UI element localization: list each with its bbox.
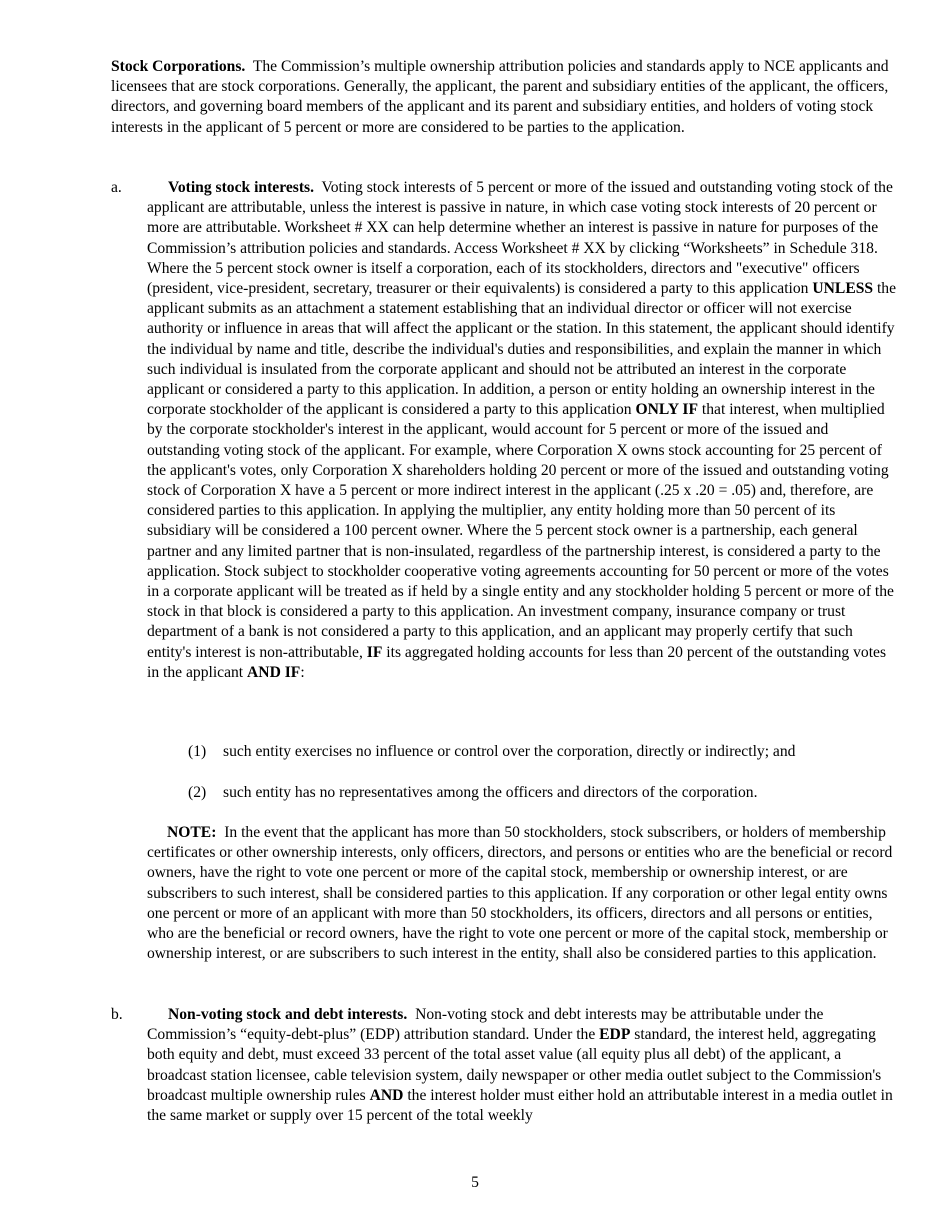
page-number: 5 bbox=[471, 1174, 479, 1191]
section-b-bold-2: AND bbox=[369, 1086, 404, 1104]
intro-paragraph bbox=[111, 57, 895, 138]
section-a-marker: a. bbox=[111, 179, 122, 196]
section-b-text-3: the interest holder must either hold an attributable interest in a media outlet in the same market or supply over 15 percent of the total weekly bbox=[147, 1086, 893, 1125]
section-a-body bbox=[147, 178, 901, 683]
section-a-bold-4: AND IF bbox=[247, 663, 301, 681]
section-b-bold-1: EDP bbox=[599, 1026, 631, 1044]
section-b-text-1: Non-voting stock and debt interests may be attributable under the Commission’s “equity-debt-plus” (EDP) attribution standard. Under the bbox=[147, 1006, 824, 1044]
section-a-text-1: Voting stock interests of 5 percent or more of the issued and outstanding voting stock of the applicant are attributable, unless the interest is passive in nature, in which case voting stock interests of 20 percent or more are attributable. Worksheet # XX can help determine whether an interest is passive in nature for purposes of the Commission’s attribution policies and standards. Access Worksheet # XX by clicking “Worksheets” in Schedule 318. Where the 5 percent stock owner is itself a corporation, each of its stockholders, directors and "executive" officers (president, vice-president, secretary, treasurer or their equivalents) is considered a party to this application bbox=[147, 179, 893, 298]
sub-item-2-text: such entity has no representatives among the officers and directors of the corporation. bbox=[223, 784, 758, 801]
note-label: NOTE: bbox=[167, 824, 217, 841]
sub-item-2-number: (2) bbox=[188, 784, 207, 801]
section-a-text-2: the applicant submits as an attachment a statement establishing that an individual director or officer will not exercise authority or influence in areas that will affect the applicant or the station. In this statement, the applicant should identify the individual by name and title, describe the individual's duties and responsibilities, and explain the manner in which such individual is insulated from the corporate applicant and should not be attributed an interest in the corporate applicant or considered a party to this application. In addition, a person or entity holding an ownership interest in the corporate stockholder of the applicant is considered a party to this application bbox=[147, 280, 897, 419]
section-a bbox=[111, 178, 901, 683]
section-a-bold-3: IF bbox=[366, 643, 383, 661]
note-paragraph bbox=[147, 823, 897, 964]
sub-item-2 bbox=[188, 783, 888, 803]
intro-text: The Commission’s multiple ownership attribution policies and standards apply to NCE applicants and licensees that are stock corporations. Generally, the applicant, the parent and subsidiary entities of the applicant, the officers, directors, and governing board members of the applicant and its parent and subsidiary entities, and holders of voting stock interests in the applicant of 5 percent or more are considered to be parties to the application. bbox=[111, 58, 889, 136]
sub-item-1-number: (1) bbox=[188, 743, 207, 760]
section-b-body bbox=[147, 1005, 901, 1126]
section-a-bold-1: UNLESS bbox=[812, 280, 874, 298]
section-a-heading: Voting stock interests. bbox=[168, 179, 314, 196]
section-b-heading: Non-voting stock and debt interests. bbox=[168, 1006, 408, 1023]
section-b-text-2: standard, the interest held, aggregating both equity and debt, must exceed 33 percent of the total asset value (all equity plus all debt) of the applicant, a broadcast station licensee, cable television system, daily newspaper or other media outlet subject to the Commission's broadcast multiple ownership rules bbox=[147, 1026, 882, 1104]
section-a-text-4: its aggregated holding accounts for less than 20 percent of the outstanding votes in the applicant bbox=[147, 643, 887, 681]
note-text: In the event that the applicant has more than 50 stockholders, stock subscribers, or holders of membership certificates or other ownership interests, only officers, directors, and persons or entities who are the beneficial or record owners, have the right to vote one percent or more of the capital stock, membership or ownership interest, or are subscribers to such interest, shall be considered parties to this application. If any corporation or other legal entity owns one percent or more of an applicant with more than 50 stockholders, its officers, directors and all persons or entities, who are the beneficial or record owners, have the right to vote one percent or more of the capital stock, membership or ownership interest, or are subscribers to such interest in the entity, shall also be considered parties to this application. bbox=[147, 824, 893, 963]
section-b-marker: b. bbox=[111, 1006, 123, 1023]
section-a-bold-2: ONLY IF bbox=[635, 401, 699, 419]
section-b bbox=[111, 1005, 901, 1126]
section-a-text-3: that interest, when multiplied by the corporate stockholder's interest in the applicant, would account for 5 percent or more of the issued and outstanding voting stock of the applicant. For example, where Corporation X owns stock accounting for 25 percent of the applicant's votes, only Corporation X shareholders holding 20 percent or more of the issued and outstanding voting stock of Corporation X have a 5 percent or more indirect interest in the applicant (.25 x .20 = .05) and, therefore, are considered parties to this application. In applying the multiplier, any entity holding more than 50 percent of its subsidiary will be considered a 100 percent owner. Where the 5 percent stock owner is a partnership, each general partner and any limited partner that is non-insulated, regardless of the partnership interest, is considered a party to the application. Stock subject to stockholder cooperative voting agreements accounting for 50 percent or more of the votes in a corporate applicant will be treated as if held by a single entity and any stockholder holding 5 percent or more of the stock in that block is considered a party to this application. An investment company, insurance company or trust department of a bank is not considered a party to this application, and an applicant may properly certify that such entity's interest is non-attributable, bbox=[147, 401, 894, 661]
sub-item-1-text: such entity exercises no influence or control over the corporation, directly or indirectly; and bbox=[223, 743, 796, 760]
intro-heading: Stock Corporations. bbox=[111, 58, 246, 75]
section-a-text-5: : bbox=[300, 663, 305, 681]
sub-item-1 bbox=[188, 742, 888, 762]
